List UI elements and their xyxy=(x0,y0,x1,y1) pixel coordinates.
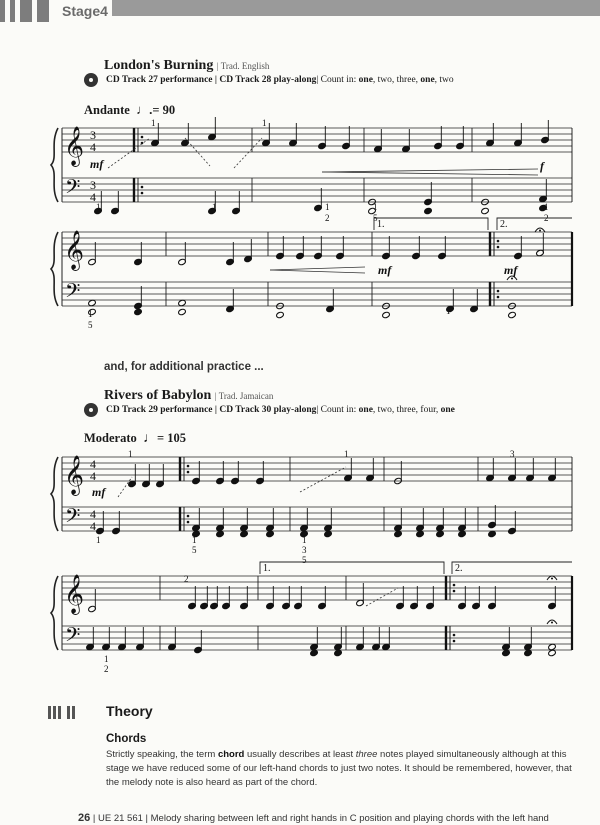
repeat-dot xyxy=(141,136,144,139)
note-head xyxy=(382,311,391,318)
fingering-number: 1 xyxy=(544,202,549,212)
brace xyxy=(51,128,58,202)
fingering-number: 1 xyxy=(302,535,307,545)
time-signature-bottom: 4 xyxy=(90,469,96,483)
note-head xyxy=(266,530,275,537)
repeat-dot xyxy=(187,471,190,474)
note-head xyxy=(508,311,517,318)
fermata-icon xyxy=(551,622,553,624)
note-head xyxy=(548,643,557,650)
volta-number: 1. xyxy=(263,563,271,574)
hairpin xyxy=(270,267,365,270)
dynamic-marking: f xyxy=(540,159,544,173)
note-head xyxy=(481,207,490,214)
time-signature-top: 3 xyxy=(90,178,96,192)
repeat-dot xyxy=(497,290,500,293)
fingering-number: 1 xyxy=(128,449,133,459)
score-system-4 xyxy=(0,563,600,676)
finger-guide-line xyxy=(108,138,150,168)
note-head xyxy=(488,530,497,537)
hairpin xyxy=(322,172,538,175)
fingering-number: 1 xyxy=(373,202,378,212)
cd-icon xyxy=(84,403,98,417)
fingering-number: 1 xyxy=(151,118,156,128)
chords-subheading: Chords xyxy=(106,733,147,745)
bass-clef: 𝄢 xyxy=(65,506,81,532)
note-head xyxy=(436,530,445,537)
dynamic-marking: mf xyxy=(504,263,518,277)
theory-bars xyxy=(48,706,77,719)
fermata-icon xyxy=(539,230,541,232)
brace xyxy=(51,457,58,531)
time-signature-bottom: 4 xyxy=(90,140,96,154)
note-head xyxy=(178,308,187,315)
fingering-number: 1 xyxy=(344,449,349,459)
note-head xyxy=(334,649,343,656)
time-signature-top: 3 xyxy=(90,128,96,142)
note-head xyxy=(394,530,403,537)
score-system-3 xyxy=(0,447,600,565)
note-head xyxy=(88,299,97,306)
volta-bracket xyxy=(452,562,572,574)
theory-paragraph: Strictly speaking, the term chord usually describes at least three notes played simultaneously although at this stage we have reduced some of our left-hand chords to just two notes. It should be remembered, however, that the melody note is also heard as part of the chord. xyxy=(106,749,572,788)
piece-1-title: London's Burning | Trad. English xyxy=(104,58,270,73)
header-bars xyxy=(0,0,54,22)
dynamic-marking: mf xyxy=(90,157,104,171)
repeat-dot xyxy=(497,296,500,299)
piece-1-tempo: Andante ♩.= 90 xyxy=(84,102,176,117)
dynamic-marking: mf xyxy=(378,263,392,277)
fingering-number: 1 xyxy=(192,535,197,545)
finger-guide-line xyxy=(366,588,398,606)
repeat-dot xyxy=(187,515,190,518)
note-head xyxy=(548,649,557,656)
note-head xyxy=(240,530,249,537)
repeat-dot xyxy=(141,186,144,189)
brace xyxy=(51,232,58,306)
hairpin xyxy=(270,270,365,273)
note-head xyxy=(502,649,511,656)
fingering-number: 1 xyxy=(262,118,267,128)
fingering-number: 5 xyxy=(302,555,307,565)
fingering-number: 5 xyxy=(192,545,197,555)
cd-icon xyxy=(84,73,98,87)
fingering-number: 5 xyxy=(373,213,378,223)
piece-1-cd-line: CD Track 27 performance | CD Track 28 play-along| Count in: one, two, three, one, two xyxy=(106,75,454,85)
note-head xyxy=(416,530,425,537)
repeat-dot xyxy=(453,584,456,587)
fingering-number: 1 xyxy=(104,654,109,664)
fingering-number: 1 xyxy=(446,306,451,316)
note-head xyxy=(310,649,319,656)
volta-number: 2. xyxy=(455,563,463,574)
fingering-number: 1 xyxy=(325,202,330,212)
finger-guide-line xyxy=(234,138,262,168)
note-head xyxy=(458,530,467,537)
repeat-dot xyxy=(187,521,190,524)
finger-guide-line xyxy=(300,467,346,492)
volta-number: 1. xyxy=(377,219,385,230)
bass-clef: 𝄢 xyxy=(65,281,81,307)
treble-clef: 𝄞 xyxy=(64,576,85,613)
repeat-dot xyxy=(497,240,500,243)
repeat-dot xyxy=(187,465,190,468)
treble-clef: 𝄞 xyxy=(64,457,85,494)
fingering-number: 2 xyxy=(544,213,549,223)
fingering-number: 1 xyxy=(212,202,217,212)
fingering-number: 5 xyxy=(88,320,93,330)
note-head xyxy=(324,530,333,537)
page-footer: 26 | UE 21 561 | Melody sharing between left and right hands in C position and playing chords with the left hand xyxy=(78,812,549,824)
time-signature-top: 4 xyxy=(90,507,96,521)
fingering-number: 2 xyxy=(104,664,109,674)
time-signature-bottom: 4 xyxy=(90,190,96,204)
time-signature-bottom: 4 xyxy=(90,519,96,533)
hairpin xyxy=(322,169,538,172)
piece-2-tempo: Moderato ♩= 105 xyxy=(84,431,187,446)
score-system-1 xyxy=(0,118,600,228)
note-head xyxy=(276,311,285,318)
piece-2-cd-line: CD Track 29 performance | CD Track 30 play-along| Count in: one, two, three, four, one xyxy=(106,405,455,415)
brace xyxy=(51,576,58,650)
fingering-number: 3 xyxy=(302,545,307,555)
fingering-number: 2 xyxy=(325,213,330,223)
volta-bracket xyxy=(260,562,444,574)
fingering-number: 1 xyxy=(96,202,101,212)
stage-label: Stage4 xyxy=(62,3,108,19)
note-head xyxy=(424,207,433,214)
bass-clef: 𝄢 xyxy=(65,177,81,203)
fingering-number: 3 xyxy=(510,449,515,459)
theory-heading: Theory xyxy=(106,703,153,719)
header-rule xyxy=(112,0,600,16)
piece-2-title: Rivers of Babylon | Trad. Jamaican xyxy=(104,388,274,403)
fingering-number: 1 xyxy=(96,535,101,545)
repeat-dot xyxy=(453,640,456,643)
volta-number: 2. xyxy=(500,219,508,230)
repeat-dot xyxy=(453,590,456,593)
page-header xyxy=(0,0,600,24)
fermata-icon xyxy=(511,278,513,280)
repeat-dot xyxy=(141,192,144,195)
score-system-2 xyxy=(0,219,600,332)
treble-clef: 𝄞 xyxy=(64,232,85,269)
dynamic-marking: mf xyxy=(92,485,106,499)
additional-practice-note: and, for additional practice ... xyxy=(104,361,264,373)
note-head xyxy=(178,299,187,306)
treble-clef: 𝄞 xyxy=(64,128,85,165)
fingering-number: 2 xyxy=(184,574,189,584)
repeat-dot xyxy=(497,246,500,249)
fermata-icon xyxy=(551,578,553,580)
fingering-number: 1 xyxy=(88,309,93,319)
repeat-dot xyxy=(453,634,456,637)
note-head xyxy=(216,530,225,537)
note-head xyxy=(524,649,533,656)
note-head xyxy=(134,308,143,315)
bass-clef: 𝄢 xyxy=(65,625,81,651)
time-signature-top: 4 xyxy=(90,457,96,471)
